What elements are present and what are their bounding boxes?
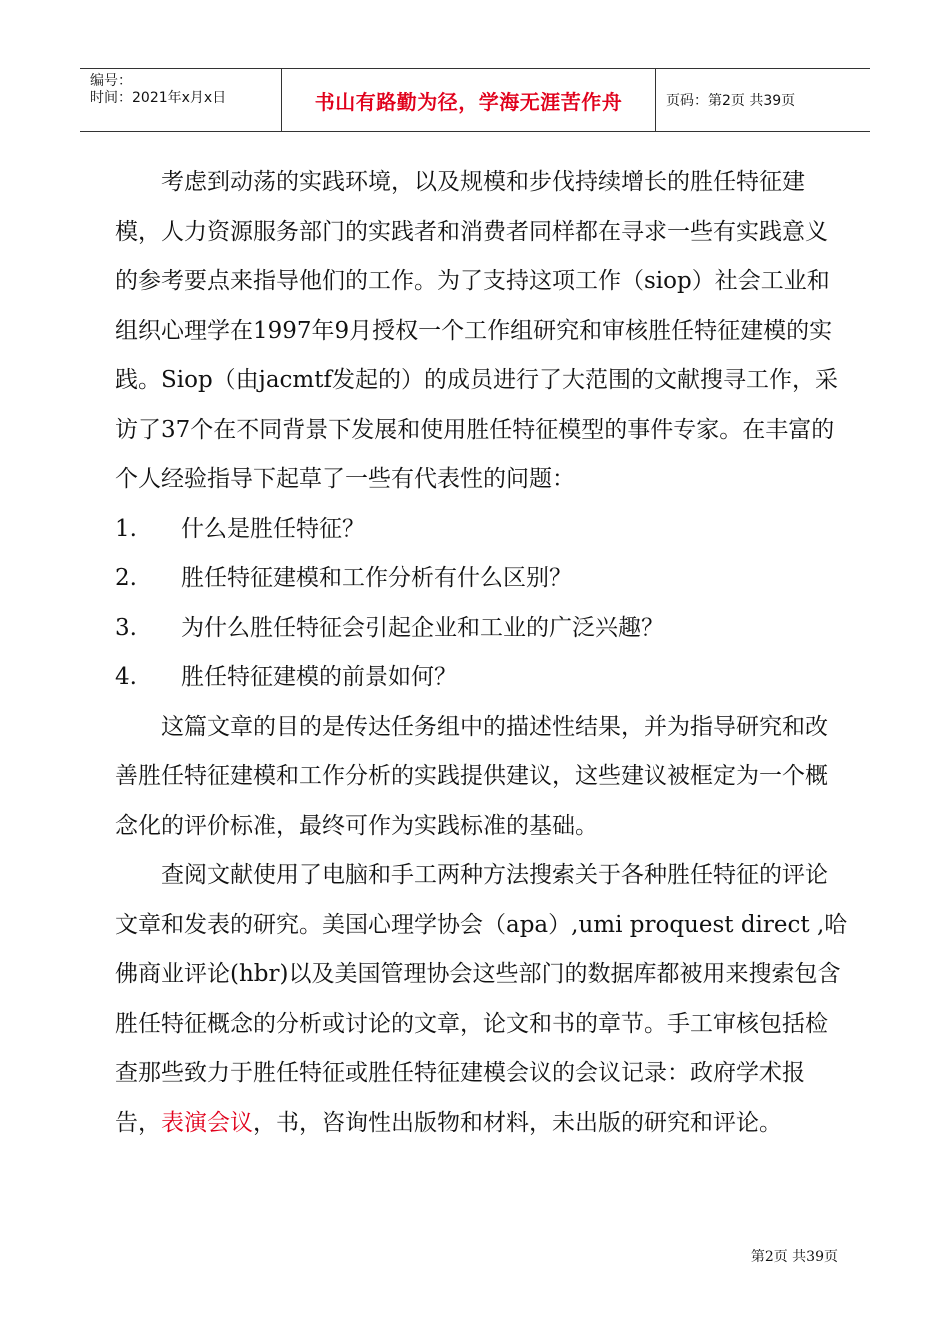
- header-motto: 书山有路勤为径，学海无涯苦作舟: [314, 89, 623, 114]
- page-header: [80, 68, 870, 132]
- serial-number-label: 编号：: [90, 73, 132, 89]
- list-text: 什么是胜任特征？: [181, 515, 365, 542]
- list-text: 为什么胜任特征会引起企业和工业的广泛兴趣？: [181, 614, 664, 641]
- page-footer: 第2页 共39页: [750, 1249, 838, 1265]
- list-number: 2.: [115, 565, 137, 591]
- paragraph-1: 考虑到动荡的实践环境，以及规模和步伐持续增长的胜任特征建模，人力资源服务部门的实践者和消费者同样都在寻求一些有实践意义的参考要点来指导他们的工作。为了支持这项工作（siop）社会工业和组织心理学在1997年9月授权一个工作组研究和审核胜任特征建模的实践。Siop（由jacmtf发起的）的成员进行了大范围的文献搜寻工作，采访了37个在不同背景下发展和使用胜任特征模型的事件专家。在丰富的个人经验指导下起草了一些有代表性的问题：: [115, 169, 838, 492]
- list-number: 3.: [115, 614, 137, 641]
- header-motto-cell: [282, 69, 656, 131]
- list-item: [115, 505, 850, 555]
- list-item: [115, 653, 850, 703]
- list-text: 胜任特征建模和工作分析有什么区别？: [181, 565, 572, 591]
- header-meta: [80, 69, 282, 131]
- paragraph-3: [115, 851, 850, 1148]
- paragraph-2: 这篇文章的目的是传达任务组中的描述性结果，并为指导研究和改善胜任特征建模和工作分析的实践提供建议，这些建议被框定为一个概念化的评价标准，最终可作为实践标准的基础。: [115, 713, 828, 839]
- list-number: 1.: [115, 515, 137, 542]
- document-body: [115, 158, 850, 1148]
- list-item: [115, 604, 850, 654]
- paragraph-3-text-after: ，书，咨询性出版物和材料，未出版的研究和评论。: [253, 1109, 782, 1136]
- list-number: 4.: [115, 664, 137, 690]
- paragraph-3-text-before: 查阅文献使用了电脑和手工两种方法搜索关于各种胜任特征的评论文章和发表的研究。美国心理学协会（apa）,umi proquest direct ,哈佛商业评论(hbr)以及美国管理协会这些部门的数据库都被用来搜索包含胜任特征概念的分析或讨论的文章，论文和书的章节。手工审核包括检查那些致力于胜任特征或胜任特征建模会议的会议记录：政府学术报告，: [115, 862, 848, 1136]
- header-page-info: 页码：第2页 共39页: [666, 93, 796, 109]
- list-item: [115, 554, 850, 604]
- list-text: 胜任特征建模的前景如何？: [181, 664, 457, 690]
- highlighted-link[interactable]: 表演会议: [161, 1109, 253, 1136]
- date-label: 时间：2021年x月x日: [90, 90, 227, 106]
